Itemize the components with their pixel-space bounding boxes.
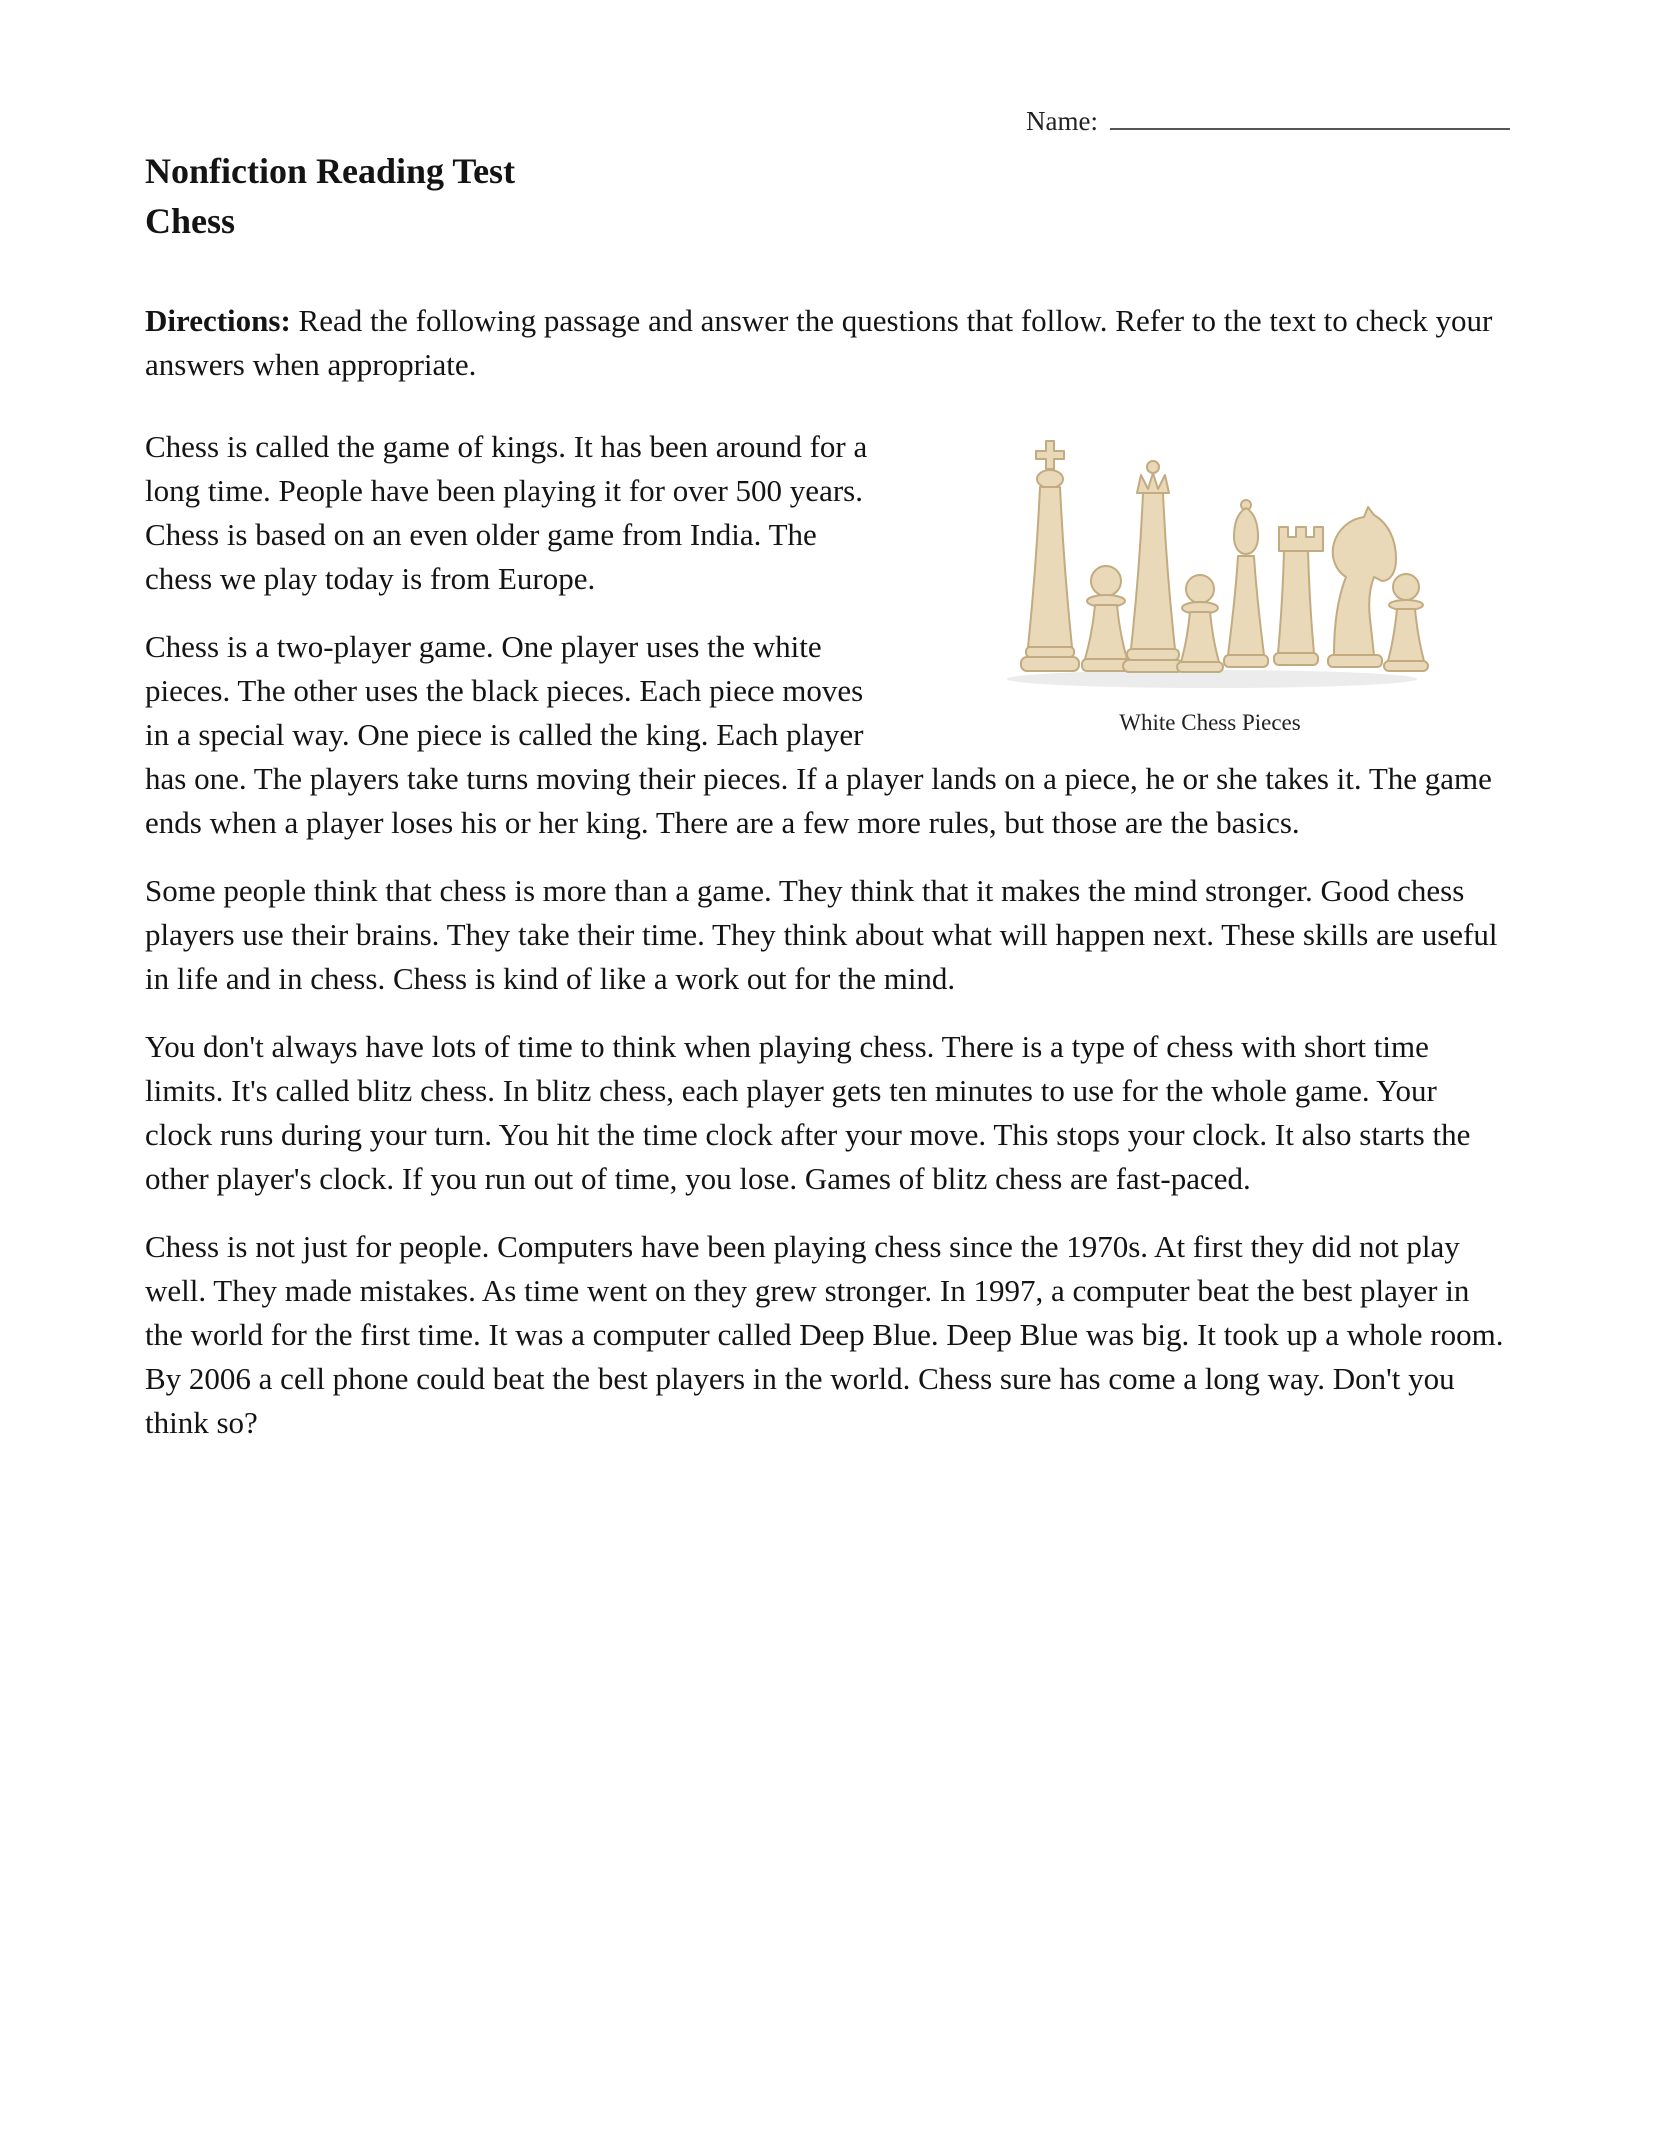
pawn-piece [1384, 574, 1428, 671]
paragraph-5: Chess is not just for people. Computers have been playing chess since the 1970s. At first they did not play well. They made mistakes. As time went on they grew stronger. In 1997, a computer beat the best player in the world for the first time. It was a computer called Deep Blue. Deep Blue was big. It took up a whole room. By 2006 a cell phone could beat the best players in the world. Chess sure has come a long way. Don't you think so? [145, 1228, 1504, 1441]
pawn-piece [1082, 566, 1130, 671]
paragraph-2: Chess is a two-player game. One player uses the white pieces. The other uses the black pieces. Each piece moves in a special way. One piece is called the king. Each player has one. The players take turns moving their pieces. If a player lands on a piece, he or she takes it. The game ends when a player loses his or her king. There are a few more rules, but those are the basics. [145, 628, 1492, 840]
paragraph-4: You don't always have lots of time to think when playing chess. There is a type of chess with short time limits. It's called blitz chess. In blitz chess, each player gets ten minutes to use for the whole game. Your clock runs during your turn. You hit the time clock after your move. This stops your clock. It also starts the other player's clock. If you run out of time, you lose. Games of blitz chess are fast-paced. [145, 1028, 1471, 1196]
directions-label: Directions: [145, 302, 291, 338]
directions [145, 299, 1510, 387]
queen-piece [1123, 461, 1183, 672]
chess-pieces-image [990, 429, 1430, 691]
passage [145, 425, 1510, 1469]
knight-piece [1328, 507, 1396, 667]
rook-piece [1274, 527, 1323, 665]
bishop-piece [1224, 500, 1268, 667]
image-caption: White Chess Pieces [1119, 709, 1301, 735]
paragraph-3: Some people think that chess is more than a game. They think that it makes the mind stronger. Good chess players use their brains. They take their time. They think about what will happen next. These skills are useful in life and in chess. Chess is kind of like a work out for the mind. [145, 872, 1498, 996]
name-blank-line [1110, 100, 1510, 130]
paragraph-1: Chess is called the game of kings. It has been around for a long time. People have been playing it for over 500 years. Chess is based on an even older game from India. The chess we play today is from Europe. [145, 428, 868, 596]
page-title-line1: Nonfiction Reading Test [145, 151, 516, 192]
pawn-piece [1177, 575, 1223, 672]
directions-text: Read the following passage and answer the questions that follow. Refer to the text to check your answers when appropriate. [145, 302, 1493, 382]
page-title-line2: Chess [145, 201, 236, 242]
king-piece [1021, 441, 1079, 671]
chess-figure [910, 429, 1510, 740]
name-row [145, 100, 1510, 137]
name-label: Name: [1026, 106, 1098, 137]
page-title [145, 147, 1510, 246]
